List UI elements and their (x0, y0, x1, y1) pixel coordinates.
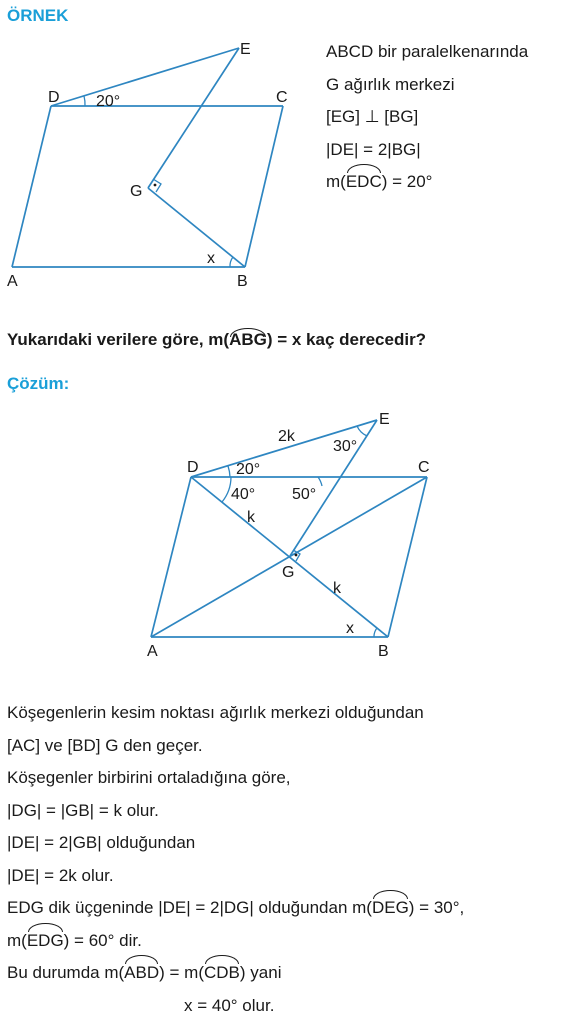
fig2-label-C: C (418, 459, 430, 476)
fig2-label-E: E (379, 411, 390, 428)
solution-line-6: |DE| = 2k olur. (7, 860, 464, 893)
fig2-angle-D2: 40° (231, 486, 255, 503)
solution-line-5: |DE| = 2|GB| olduğundan (7, 827, 464, 860)
fig2-angle-x: x (346, 620, 354, 637)
solution-heading: Çözüm: (7, 374, 69, 394)
fig1-label-G: G (130, 183, 142, 200)
fig2-label-A: A (147, 643, 158, 660)
given-3: [EG] ⊥ [BG] (326, 101, 528, 134)
solution-line-7: EDG dik üçgeninde |DE| = 2|DG| olduğundan m(DEG) = 30°, (7, 892, 464, 925)
solution-text (7, 697, 464, 1022)
fig2-label-G: G (282, 564, 294, 581)
solution-line-8: m(EDG) = 60° dir. (7, 925, 464, 958)
solution-line-2: [AC] ve [BD] G den geçer. (7, 730, 464, 763)
fig1-label-C: C (276, 89, 288, 106)
figure-2 (0, 400, 573, 690)
given-2: G ağırlık merkezi (326, 69, 528, 102)
question: Yukarıdaki verilere göre, m(ABG) = x kaç derecedir? (7, 330, 426, 350)
figure-1 (0, 0, 320, 300)
fig2-angle-D1: 20° (236, 461, 260, 478)
fig1-angle-D: 20° (96, 93, 120, 110)
example-heading: ÖRNEK (7, 6, 68, 26)
given-4: |DE| = 2|BG| (326, 134, 528, 167)
solution-line-1: Köşegenlerin kesim noktası ağırlık merkezi olduğundan (7, 697, 464, 730)
given-1: ABCD bir paralelkenarında (326, 36, 528, 69)
solution-line-10: x = 40° olur. (7, 990, 464, 1022)
fig1-angle-x: x (207, 250, 215, 267)
solution-line-9: Bu durumda m(ABD) = m(CDB) yani (7, 957, 464, 990)
fig1-label-E: E (240, 41, 251, 58)
given-list (326, 36, 528, 199)
fig2-side-DG: k (247, 509, 256, 526)
fig2-side-GB: k (333, 580, 342, 597)
given-5: m(EDC) = 20° (326, 166, 528, 199)
fig2-angle-E: 30° (333, 438, 357, 455)
fig1-label-D: D (48, 89, 60, 106)
fig2-angle-C: 50° (292, 486, 316, 503)
fig2-label-D: D (187, 459, 199, 476)
fig2-label-B: B (378, 643, 389, 660)
fig1-label-B: B (237, 273, 248, 290)
solution-line-4: |DG| = |GB| = k olur. (7, 795, 464, 828)
solution-line-3: Köşegenler birbirini ortaladığına göre, (7, 762, 464, 795)
fig1-label-A: A (7, 273, 18, 290)
fig2-side-DE: 2k (278, 428, 296, 445)
